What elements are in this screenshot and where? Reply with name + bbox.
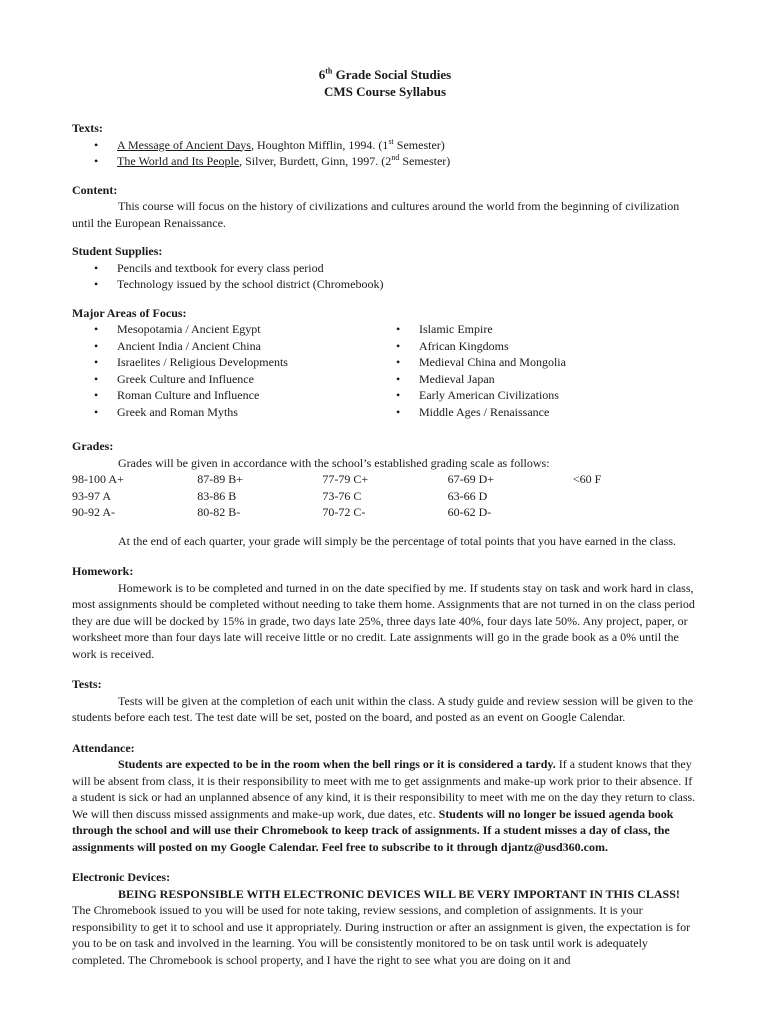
grade-cell: 60-62 D- <box>447 505 492 519</box>
book-semester: Semester) <box>393 137 445 152</box>
attendance-absence-text: If a student knows that they will be absent from class, it is their responsibility to meet with me to get assignments and make-up work prior to their absence. If a student is sick or had an unplanned absence of any kind, it is their responsibility to meet with me on the day they return to class. We will then discuss missed assignments and make-up work, due dates, etc. <box>72 757 696 821</box>
content-body: This course will focus on the history of civilizations and cultures around the world from the beginning of civilization until the European Renaissance. <box>72 199 680 230</box>
devices-warning: BEING RESPONSIBLE WITH ELECTRONIC DEVICES WILL BE VERY IMPORTANT IN THIS CLASS! <box>118 886 680 901</box>
title-subject: Grade Social Studies <box>332 67 452 82</box>
list-item: • Islamic Empire <box>396 321 698 338</box>
supplies-heading: Student Supplies: <box>72 244 163 258</box>
list-item: • Greek Culture and Influence <box>94 371 396 388</box>
list-item: • Medieval Japan <box>396 371 698 388</box>
grade-cell: 77-79 C+ <box>322 472 369 486</box>
grade-cell: 90-92 A- <box>72 505 115 519</box>
supplies-section <box>72 243 698 293</box>
list-item <box>94 153 698 170</box>
list-item: • Mesopotamia / Ancient Egypt <box>94 321 396 338</box>
homework-body: Homework is to be completed and turned in on the date specified by me. If students stay on task and work hard in class, most assignments should be completed without needing to take them home. Assignments that are not turned in on the class period they are due will be docked by 15% in grade, two days late 25%, three days late 40%, four days late 50%. Any project, paper, or worksheet more than four days late will receive little or no credit. Late assignments will go in the grade book as a 0% until the work is received. <box>72 580 695 661</box>
grades-note: At the end of each quarter, your grade will simply be the percentage of total points that you have earned in the class. <box>118 533 676 548</box>
spacer <box>72 521 698 533</box>
attendance-heading: Attendance: <box>72 740 135 755</box>
list-item: • Roman Culture and Influence <box>94 387 396 404</box>
list-item: • Israelites / Religious Developments <box>94 354 396 371</box>
grade-cell: 93-97 A <box>72 488 111 503</box>
texts-list <box>72 137 698 170</box>
grades-heading: Grades: <box>72 439 114 453</box>
focus-list-left <box>72 321 396 420</box>
focus-list-right <box>396 321 698 420</box>
tests-body: Tests will be given at the completion of each unit within the class. A study guide and review session will be given to the students before each test. The test date will be set, posted on the board, and posted as an event on Google Calendar. <box>72 693 694 724</box>
ordinal-suffix: st <box>388 136 394 146</box>
texts-heading: Texts: <box>72 121 103 135</box>
grade-cell: 87-89 B+ <box>197 472 243 486</box>
book-details: , Silver, Burdett, Ginn, 1997. (2 <box>239 154 392 168</box>
devices-heading: Electronic Devices: <box>72 870 171 884</box>
grade-row <box>72 504 698 521</box>
attendance-section <box>72 740 698 856</box>
devices-section <box>72 869 698 968</box>
page-title <box>72 66 698 100</box>
list-item <box>94 137 698 154</box>
supplies-list <box>72 260 698 293</box>
grade-row <box>72 488 698 505</box>
list-item: • Technology issued by the school district (Chromebook) <box>94 276 698 293</box>
ordinal-suffix: nd <box>391 153 400 162</box>
tests-section <box>72 676 698 726</box>
grade-cell: <60 F <box>572 472 602 486</box>
texts-section <box>72 120 698 170</box>
content-section <box>72 182 698 232</box>
grade-cell: 80-82 B- <box>197 505 241 519</box>
focus-columns <box>72 321 698 420</box>
list-item: • African Kingdoms <box>396 338 698 355</box>
title-line-1 <box>72 66 698 83</box>
list-item: • Ancient India / Ancient China <box>94 338 396 355</box>
title-grade-suffix: th <box>325 66 333 76</box>
book-title: The World and Its People <box>117 154 240 168</box>
grade-cell: 73-76 C <box>322 488 362 503</box>
list-item: • Pencils and textbook for every class period <box>94 260 698 277</box>
list-item: • Middle Ages / Renaissance <box>396 404 698 421</box>
grade-cell <box>573 488 698 505</box>
grading-scale <box>72 471 698 521</box>
attendance-calendar-note: Students will no longer be issued agenda book through the school and will use their Chromebook to keep track of assignments. If a student misses a day of class, the assignments will posted on my Google Calendar. Feel free to subscribe to it through djantz@usd360.com. <box>72 806 674 854</box>
grade-cell: 70-72 C- <box>322 505 366 519</box>
attendance-tardy-rule: Students are expected to be in the room when the bell rings or it is considered a tardy. <box>118 757 556 771</box>
list-item: • Early American Civilizations <box>396 387 698 404</box>
focus-heading: Major Areas of Focus: <box>72 305 187 320</box>
homework-section <box>72 563 698 662</box>
grade-row <box>72 471 698 488</box>
devices-body <box>72 886 698 969</box>
content-heading: Content: <box>72 182 118 197</box>
book-semester: Semester) <box>399 154 451 168</box>
grades-section <box>72 438 698 549</box>
list-item: • Greek and Roman Myths <box>94 404 396 421</box>
grade-cell <box>573 504 698 521</box>
devices-text: The Chromebook issued to you will be used for note taking, review sessions, and completion of assignments. It is your responsibility to get it to school and use it appropriately. During instruction or after an assignment is given, the expectation is for you to be on task and involved in the learning. You will be consistently monitored to be on task until work is adequately completed. The Chromebook is school property, and I have the right to see what you are doing on it and <box>72 903 691 967</box>
focus-section <box>72 305 698 421</box>
grade-cell: 63-66 D <box>447 488 488 503</box>
tests-heading: Tests: <box>72 677 102 691</box>
grades-intro: Grades will be given in accordance with the school’s established grading scale as follows: <box>118 455 550 470</box>
book-title: A Message of Ancient Days <box>117 137 251 152</box>
title-line-2: CMS Course Syllabus <box>323 84 447 99</box>
list-item: • Medieval China and Mongolia <box>396 354 698 371</box>
grade-cell: 83-86 B <box>197 488 237 503</box>
homework-heading: Homework: <box>72 564 134 578</box>
grade-cell: 98-100 A+ <box>72 472 124 486</box>
grade-cell: 67-69 D+ <box>447 472 495 486</box>
title-grade-number: 6 <box>318 67 326 82</box>
book-details: , Houghton Mifflin, 1994. (1 <box>250 137 389 152</box>
attendance-body <box>72 756 698 855</box>
